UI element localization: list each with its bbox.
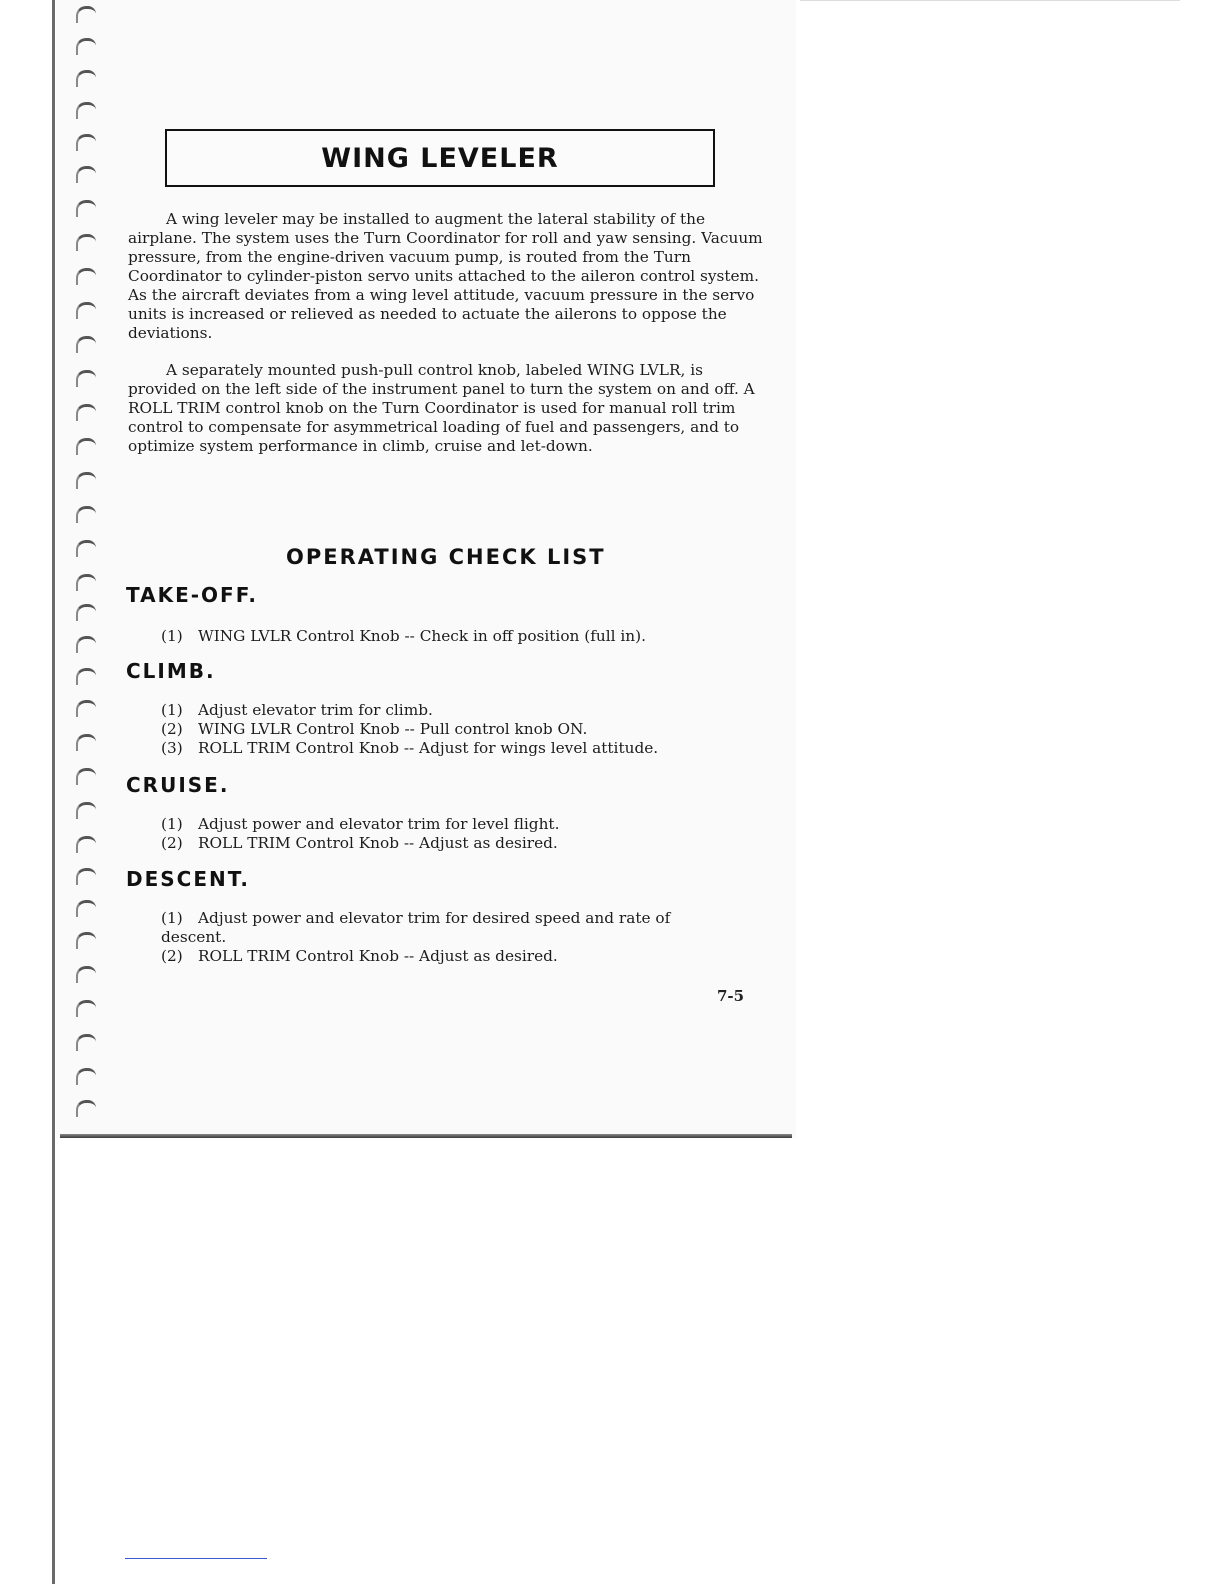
binding-ring [76,404,96,421]
list-item [161,815,761,834]
binding-ring [76,900,96,917]
step-text: ROLL TRIM Control Knob -- Adjust for wings level attitude. [198,739,659,757]
binding-ring [76,768,96,785]
step-number: (1) [161,701,183,719]
binding-ring [76,932,96,949]
step-text: ROLL TRIM Control Knob -- Adjust as desired. [198,834,558,852]
step-text: WING LVLR Control Knob -- Check in off position (full in). [198,627,646,645]
binding-ring [76,966,96,983]
binding-ring [76,70,96,87]
binding-ring [76,472,96,489]
binding-ring [76,506,96,523]
descent-heading: DESCENT. [126,867,250,891]
step-number: (1) [161,627,183,645]
binding-ring [76,1100,96,1117]
footer-link-underline[interactable] [125,1558,267,1559]
cruise-steps [161,815,761,853]
page-bottom-edge [60,1134,792,1138]
binding-ring [76,102,96,119]
binding-ring [76,38,96,55]
list-item [161,627,761,646]
binding-ring [76,604,96,621]
binding-ring [76,574,96,591]
binding-ring [76,1034,96,1051]
binding-ring [76,6,96,23]
takeoff-steps [161,627,761,646]
binding-ring [76,734,96,751]
list-item [161,739,761,758]
page-number: 7-5 [717,987,745,1005]
list-item [161,909,761,928]
binding-ring [76,1068,96,1085]
top-edge-rule [800,0,1180,1]
step-text: WING LVLR Control Knob -- Pull control knob ON. [198,720,588,738]
page-title: WING LEVELER [321,142,559,174]
step-text: Adjust power and elevator trim for desired speed and rate of [198,909,671,927]
step-number: (2) [161,720,183,738]
title-box [165,129,715,187]
binding-ring [76,868,96,885]
binding-ring [76,234,96,251]
list-item [161,720,761,739]
binding-ring [76,1000,96,1017]
list-item [161,834,761,853]
list-item [161,947,761,966]
binding-ring [76,836,96,853]
binding-ring [76,166,96,183]
binding-ring [76,438,96,455]
binding-ring [76,336,96,353]
climb-steps [161,701,761,758]
binding-ring [76,636,96,653]
step-number: (2) [161,834,183,852]
binding-ring [76,700,96,717]
step-continuation: descent. [161,928,227,946]
binding-ring [76,540,96,557]
descent-steps [161,909,761,966]
step-number: (1) [161,909,183,927]
checklist-heading: OPERATING CHECK LIST [286,545,606,569]
cruise-heading: CRUISE. [126,773,230,797]
step-text: Adjust elevator trim for climb. [198,701,433,719]
binding-ring [76,668,96,685]
step-text: Adjust power and elevator trim for level flight. [198,815,560,833]
spiral-binding [70,0,100,1130]
controls-paragraph: A separately mounted push-pull control knob, labeled WING LVLR, is provided on the left side of the instrument panel to turn the system on and off. A ROLL TRIM control knob on the Turn Coordinator is used for manual roll trim control to compensate for asymmetrical loading of fuel and passengers, and to optimize system performance in climb, cruise and let-down. [128,361,755,455]
climb-heading: CLIMB. [126,659,216,683]
step-number: (1) [161,815,183,833]
step-number: (3) [161,739,183,757]
step-number: (2) [161,947,183,965]
scan-edge [52,0,55,1584]
binding-ring [76,370,96,387]
intro-paragraph: A wing leveler may be installed to augment the lateral stability of the airplane. The system uses the Turn Coordinator for roll and yaw sensing. Vacuum pressure, from the engine-driven vacuum pump, is routed from the Turn Coordinator to cylinder-piston servo units attached to the aileron control system. As the aircraft deviates from a wing level attitude, vacuum pressure in the servo units is increased or relieved as needed to actuate the ailerons to oppose the deviations. [128,210,763,342]
list-item [161,701,761,720]
binding-ring [76,134,96,151]
step-text: ROLL TRIM Control Knob -- Adjust as desired. [198,947,558,965]
binding-ring [76,268,96,285]
binding-ring [76,302,96,319]
binding-ring [76,802,96,819]
takeoff-heading: TAKE-OFF. [126,583,259,607]
binding-ring [76,200,96,217]
